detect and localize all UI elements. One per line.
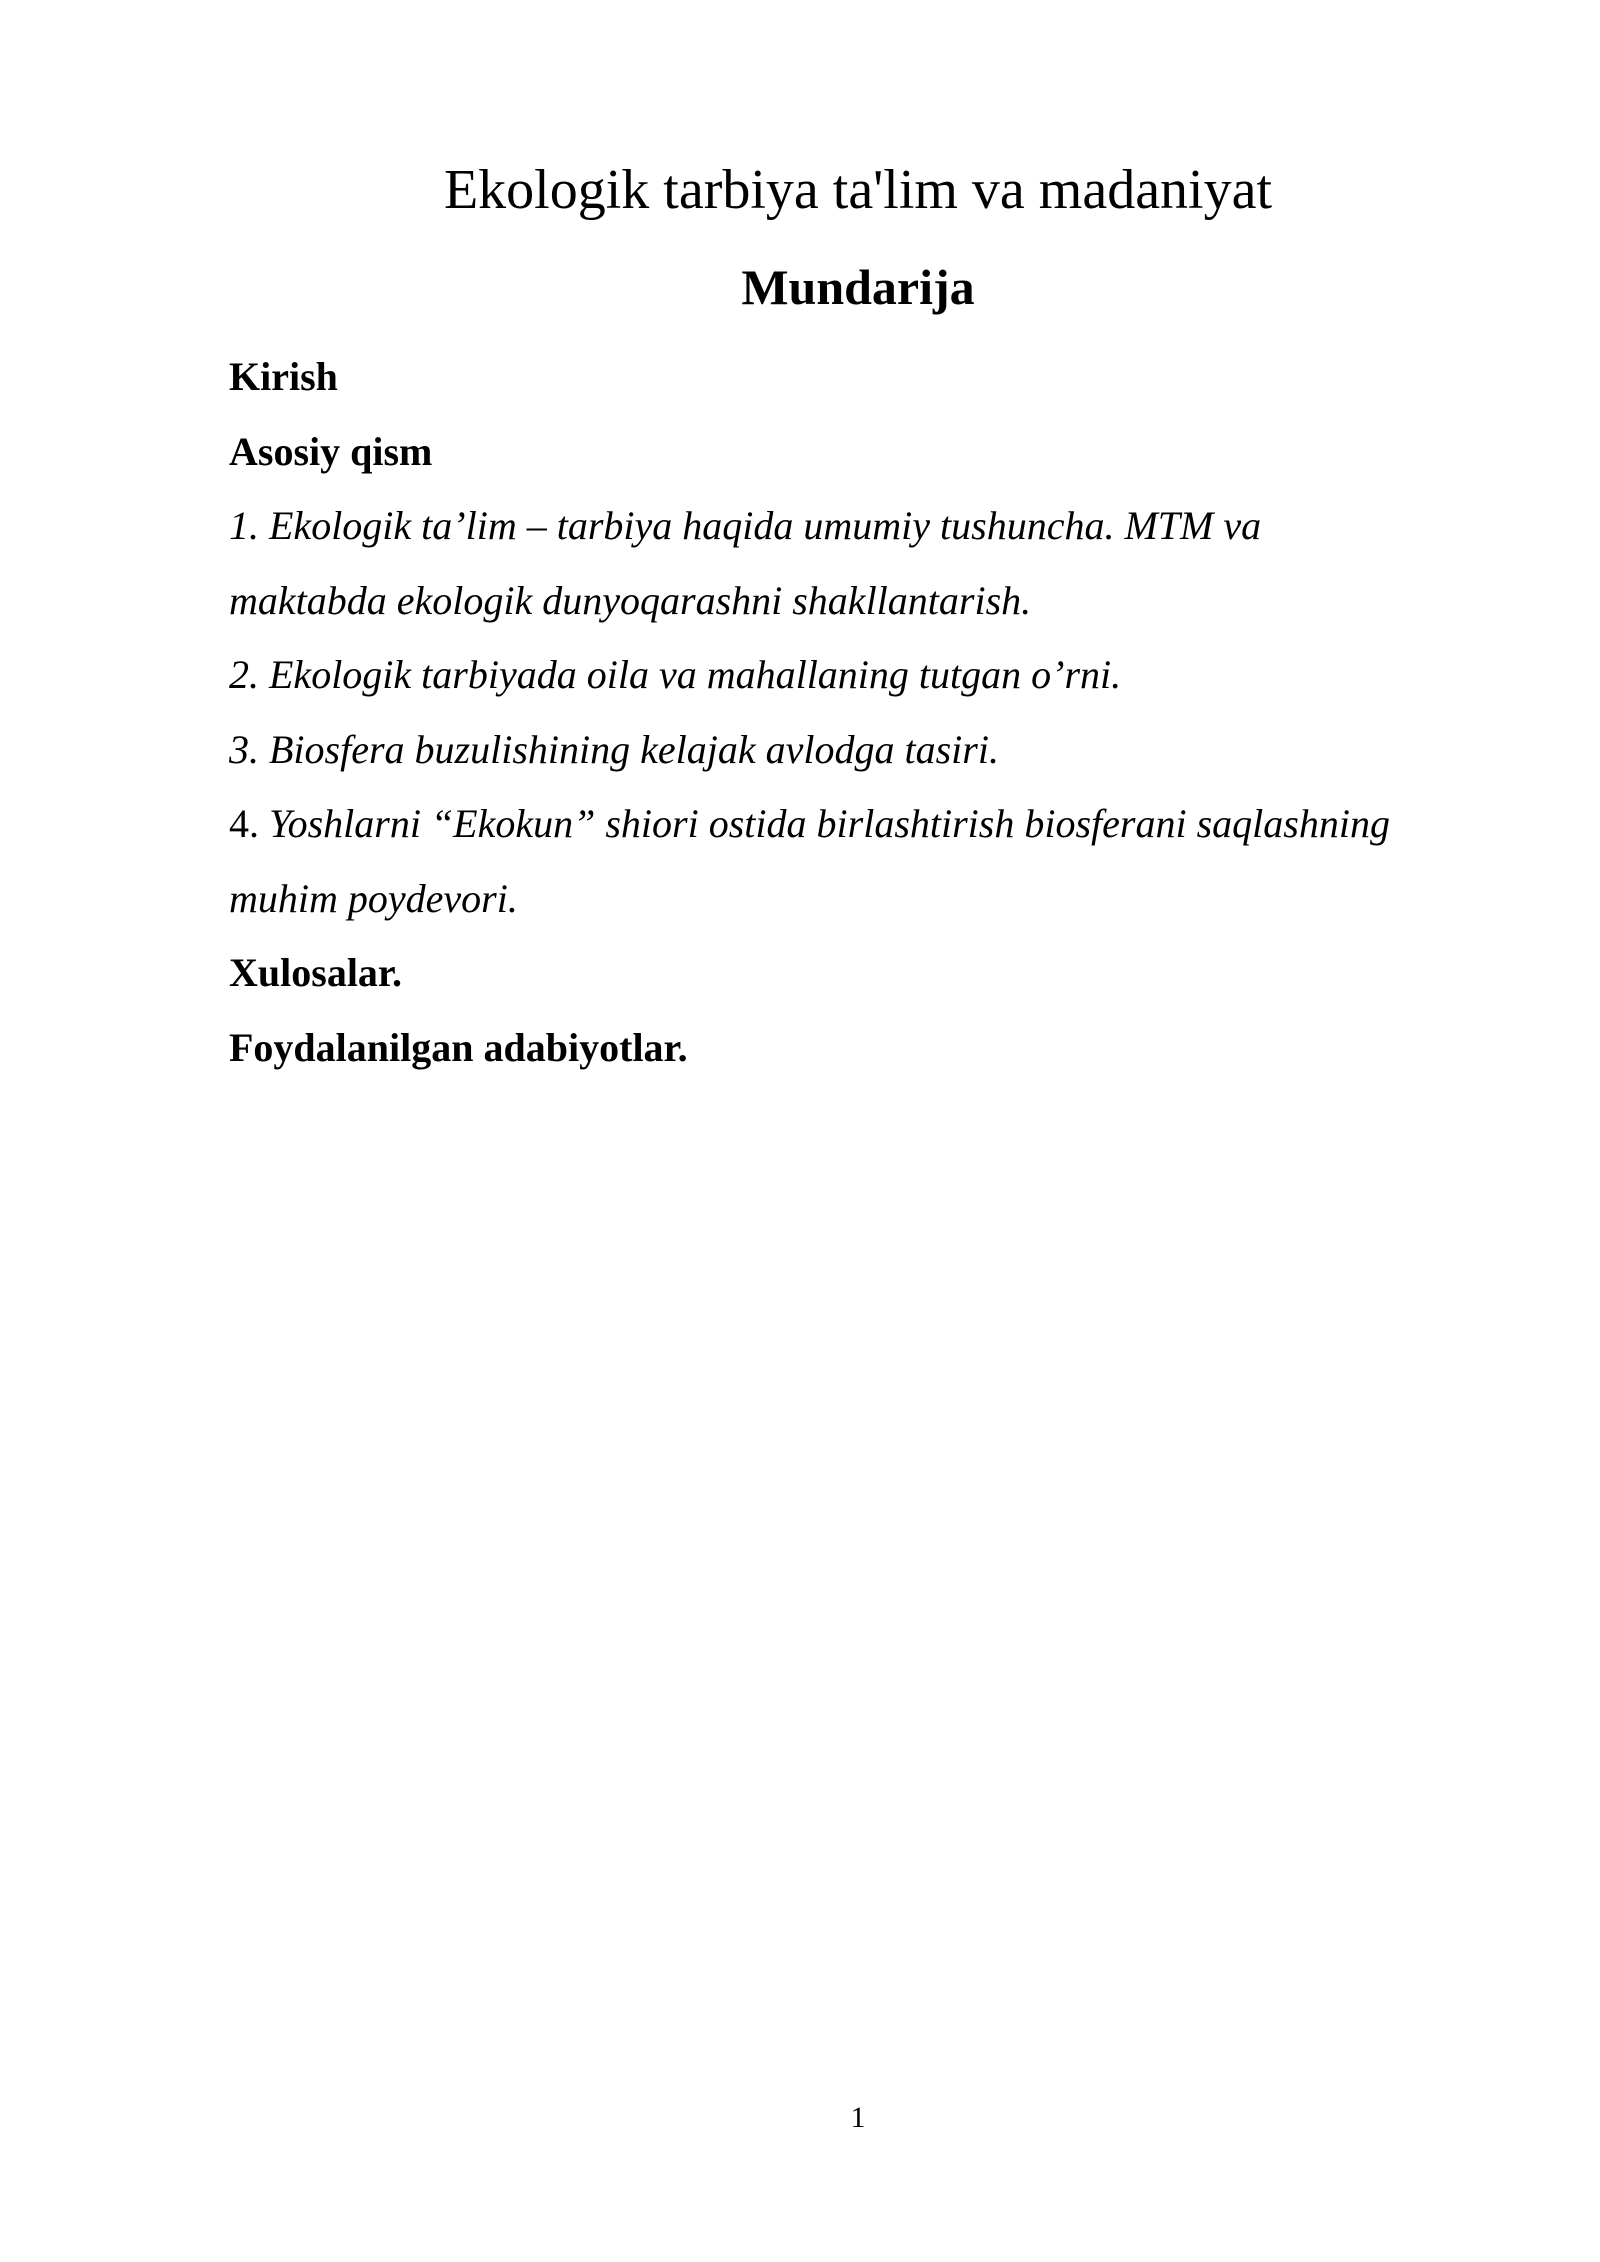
toc-entry-3-number: 3. [229, 726, 259, 772]
toc-entry-4-continuation: muhim poydevori. [229, 875, 518, 921]
toc-entry-1 [229, 489, 1489, 564]
toc-entry-main-part: Asosiy qism [229, 428, 433, 474]
toc-entry-4-text: Yoshlarni “Ekokun” shiori ostida birlashtirish biosferani saqlashning [269, 801, 1390, 846]
toc-heading: Mundarija [741, 259, 975, 315]
toc-entry-conclusions: Xulosalar. [229, 950, 403, 995]
page-number: 1 [850, 2101, 866, 2134]
toc-entry-3-text: Biosfera buzulishining kelajak avlodga tasiri. [269, 726, 999, 772]
toc-entry-2-text: Ekologik tarbiyada oila va mahallaning tutgan o’rni. [269, 652, 1122, 697]
toc-entry-4-number: 4. [229, 801, 259, 846]
toc-entry-1-number: 1. [229, 503, 259, 548]
toc-entry-3 [229, 713, 1489, 788]
toc-entry-1-continuation: maktabda ekologik dunyoqarashni shakllantarish. [229, 577, 1032, 623]
toc-entry-4 [229, 787, 1489, 862]
toc-entry-references: Foydalanilgan adabiyotlar. [229, 1024, 688, 1070]
document-title: Ekologik tarbiya ta'lim va madaniyat [443, 159, 1273, 221]
toc-entry-intro: Kirish [229, 354, 338, 399]
table-of-contents [229, 340, 1489, 1085]
toc-entry-1-text: Ekologik ta’lim – tarbiya haqida umumiy tushuncha. MTM va [269, 503, 1262, 548]
toc-entry-2-number: 2. [229, 652, 259, 697]
toc-entry-2 [229, 638, 1489, 713]
